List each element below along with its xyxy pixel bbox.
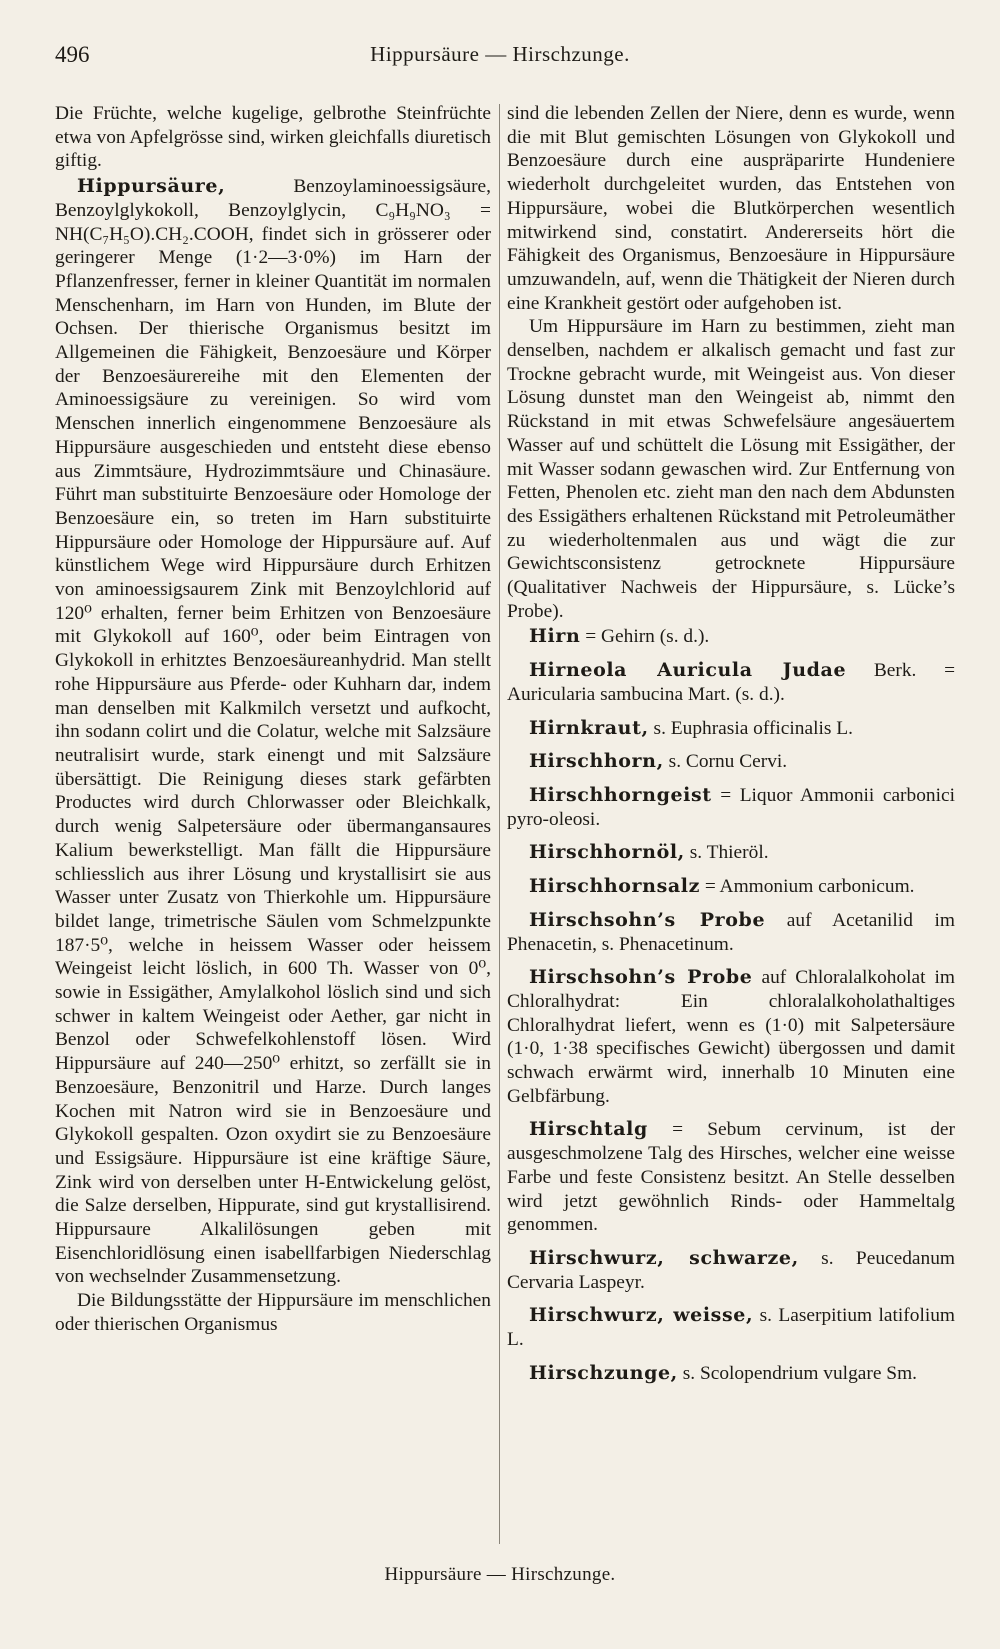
entry-hirschhornsalz — [507, 875, 955, 899]
entry-text: = Ammonium carbonicum. — [700, 876, 915, 898]
entry-text: Berk. = Auricularia sambucina Mart. (s. d.). — [507, 660, 956, 705]
entry-headword: Hirschsohn’s Probe — [529, 966, 753, 989]
entry-text: = Gehirn (s. d.). — [580, 626, 710, 648]
entry-headword: Hirschsohn’s Probe — [529, 908, 766, 931]
entry-hirn — [507, 625, 955, 649]
entry-hirschhorngeist — [507, 784, 955, 831]
entry-headword: Hirn — [529, 625, 581, 648]
entry-text: s. Euphrasia officinalis L. — [648, 717, 853, 739]
entry-headword: Hirschhornsalz — [529, 875, 700, 898]
page-footer: Hippursäure — Hirschzunge. — [384, 1564, 616, 1585]
entry-hirschzunge — [507, 1362, 955, 1386]
entry-headword: Hirschhorn, — [529, 750, 664, 773]
right-column — [507, 102, 955, 1385]
entry-hirschwurz-schwarze — [507, 1247, 955, 1294]
entry-text: auf Acetanilid im Phenacetin, s. Phenacetinum. — [507, 909, 956, 955]
entry-text: = Liquor Ammonii carbonici pyro-oleosi. — [507, 784, 955, 830]
entry-hirschwurz-weisse — [507, 1304, 955, 1351]
entry-headword: Hirschwurz, schwarze, — [529, 1246, 799, 1269]
entry-text: s. Peucedanum Cervaria Laspeyr. — [507, 1247, 956, 1293]
entry-text: Benzoylaminoessigsäure, Benzoylglykokoll, Benzoylglycin, C₉H₉NO₃ = NH(C₇H₅O).CH₂.COOH, findet sich in grösserer oder geringerer Menge (1·2—3·0%) im Harn der Pflanzenfresser, ferner in kleiner Quantität im normalen Menschenharn, im Harn von Hunden, im Blute der Ochsen. Der thierische Organismus besitzt im Allgemeinen die Fähigkeit, Benzoesäure und Körper der Benzoesäurereihe mit den Elementen der Aminoessigsäure zu vereinigen. So wird vom Menschen innerlich eingenommene Benzoesäure als Hippursäure ausgeschieden und entsteht diese ebenso aus Zimmtsäure, Hydrozimmtsäure und Chinasäure. Führt man substituirte Benzoesäure oder Homologe der Benzoesäure ein, so treten im Harn substituirte Hippursäure oder Homologe der Hippursäure auf. Auf künstlichem Wege wird Hippursäure durch Erhitzen von aminoessigsaurem Zink mit Benzoylchlorid auf 120⁰ erhalten, ferner beim Erhitzen von Benzoesäure mit Glykokoll auf 160⁰, oder beim Eintragen von Glykokoll in erhitztes Benzoesäureanhydrid. Man stellt rohe Hippursäure aus Pferde- oder Kuhharn dar, indem man denselben mit Kalkmilch versetzt und aufkocht, ihn sodann colirt und die Colatur, welche mit Salzsäure neutralisirt wurde, stark einengt und mit Salzsäure übersättigt. Die Reinigung dieses stark gefärbten Productes wird durch Chlorwasser oder Bleichkalk, durch wenig Salpetersäure oder übermangansaures Kalium bewerkstelligt. Man fällt die Hippursäure schliesslich aus ihrer Lösung und krystallisirt sie aus Wasser unter Zusatz von Thierkohle um. Hippursäure bildet lange, trimetrische Säulen vom Schmelzpunkte 187·5⁰, welche in heissem Wasser oder heissem Weingeist leicht löslich, in 600 Th. Wasser von 0⁰, sowie in Essigäther, Amylalkohol löslich sind und sich schwer in kaltem Weingeist oder Aether, gar nicht in Benzol oder Schwefelkohlenstoff lösen. Wird Hippursäure auf 240—250⁰ erhitzt, so zerfällt sie in Benzoesäure, Benzonitril und Harze. Durch langes Kochen mit Natron wird sie in Benzoesäure und Glykokoll gespalten. Ozon oxydirt sie zu Benzoesäure und Essigsäure. Hippursäure ist eine kräftige Säure, Zink wird von derselben unter H-Entwickelung gelöst, die Salze derselben, Hippurate, sind gut krystallisirend. Hippursaure Alkalilösungen geben mit Eisenchloridlösung einen isabellfarbigen Niederschlag von wechselnder Zusammensetzung. — [55, 176, 491, 1288]
entry-hirnkraut — [507, 717, 955, 741]
entry-hirschsohns-probe-chloral — [507, 966, 955, 1108]
entry-text: s. Cornu Cervi. — [663, 751, 788, 773]
running-title: Hippursäure — Hirschzunge. — [370, 42, 630, 66]
running-head — [55, 42, 945, 72]
entry-text: s. Thieröl. — [684, 842, 769, 864]
intro-paragraph: Die Früchte, welche kugelige, gelbrothe Steinfrüchte etwa von Apfelgrösse sind, wirken gleichfalls diuretisch giftig. — [55, 103, 491, 172]
bestimmung-paragraph: Um Hippursäure im Harn zu bestimmen, zieht man denselben, nachdem er alkalisch gemacht und fast zur Trockne gebracht wurde, mit Weingeist aus. Von dieser Lösung dunstet man den Weingeist ab, nimmt den Rückstand in mit etwas Schwefelsäure angesäuertem Wasser auf und schüttelt die Lösung mit Essigäther, der mit Wasser sodann gewaschen wird. Zur Entfernung von Fetten, Phenolen etc. zieht man den nach dem Abdunsten des Essigäthers erhaltenen Rückstand mit Petroleumäther zu wiederholtenmalen aus und wägt die zur Gewichtsconsistenz getrocknete Hippursäure (Qualitativer Nachweis der Hippursäure, s. Lücke’s Probe). — [507, 316, 955, 622]
continuation-paragraph: sind die lebenden Zellen der Niere, denn es wurde, wenn die mit Blut gemischten Lösungen von Glykokoll und Benzoesäure durch eine auspräparirte Hundeniere wiederholt durchgeleitet wurden, das Entstehen von Hippursäure, wobei die Blutkörperchen wesentlich mitwirkend sind, constatirt. Andererseits hört die Fähigkeit des Organismus, Benzoesäure in Hippursäure umzuwandeln, auf, wenn die Thätigkeit der Nieren durch eine Krankheit gestört oder aufgehoben ist. — [507, 103, 955, 314]
entry-text: auf Chloralalkoholat im Chloralhydrat: Ein chloralalkoholathaltiges Chloralhydrat liefert, wenn es (1·0) mit Salpetersäure (1·0, 1·38 specifisches Gewicht) übergossen und damit schwach erwärmt wird, innerhalb 10 Minuten eine Gelbfärbung. — [507, 967, 956, 1107]
left-column — [55, 102, 491, 1337]
entry-text: s. Laserpitium latifolium L. — [507, 1305, 955, 1351]
entry-hirschhornoel — [507, 841, 955, 865]
bildung-paragraph: Die Bildungsstätte der Hippursäure im menschlichen oder thierischen Organismus — [55, 1290, 491, 1335]
entry-headword: Hirschhornöl, — [529, 841, 685, 864]
entry-hirschsohns-probe-acetanilid — [507, 909, 955, 956]
entry-hirschhorn — [507, 750, 955, 774]
entry-text: s. Scolopendrium vulgare Sm. — [677, 1362, 918, 1384]
entry-headword: Hirschzunge, — [529, 1361, 678, 1384]
entry-hippursaeure — [55, 175, 491, 1289]
column-divider — [499, 104, 500, 1544]
entry-hirneola — [507, 659, 955, 706]
page-number: 496 — [55, 42, 90, 67]
entry-headword: Hirschwurz, weisse, — [529, 1304, 754, 1327]
entry-headword: Hirschhorngeist — [529, 783, 712, 806]
entry-headword: Hirnkraut, — [529, 716, 649, 739]
entry-headword: Hirneola Auricula Judae — [529, 659, 847, 682]
entry-headword: Hippursäure, — [77, 175, 226, 198]
entry-text: = Sebum cervinum, ist der ausgeschmolzene Talg des Hirsches, welcher eine weisse Farbe und feste Consistenz besitzt. An Stelle desselben wird jetzt gewöhnlich Rinds- oder Hammeltalg genommen. — [507, 1119, 955, 1236]
entry-hirschtalg — [507, 1118, 955, 1237]
entry-headword: Hirschtalg — [529, 1118, 648, 1141]
